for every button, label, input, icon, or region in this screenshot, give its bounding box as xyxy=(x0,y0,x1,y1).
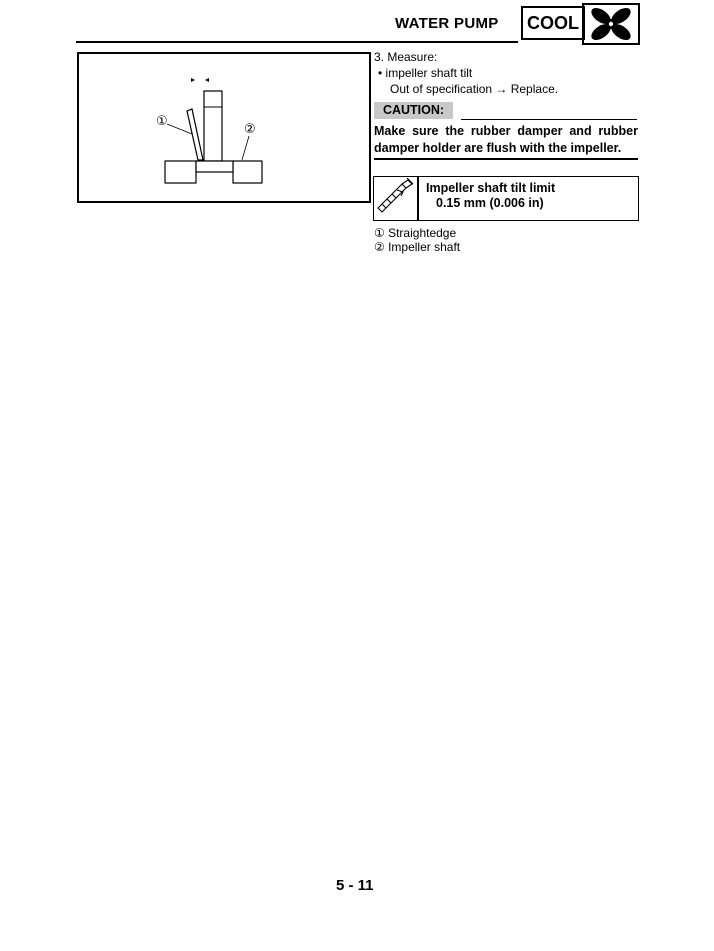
header-rule xyxy=(76,41,518,43)
spec-title: Impeller shaft tilt limit xyxy=(426,181,556,195)
spec-divider xyxy=(417,176,419,220)
caution-rule xyxy=(461,119,637,120)
bullet-item: • impeller shaft tilt xyxy=(378,66,473,80)
bullet-subtext: Out of specification → Replace. xyxy=(390,82,559,96)
legend-item-impeller-shaft: ② Impeller shaft xyxy=(374,240,461,254)
callout-2: ② xyxy=(244,121,256,136)
page-header-title: WATER PUMP xyxy=(395,15,499,32)
caliper-icon xyxy=(373,176,417,221)
fan-icon xyxy=(582,3,640,45)
legend-item-straightedge: ① Straightedge xyxy=(374,226,457,240)
caution-label: CAUTION: xyxy=(374,102,453,119)
callout-1: ① xyxy=(156,113,168,128)
spec-value: 0.15 mm (0.006 in) xyxy=(436,196,544,210)
measurement-figure xyxy=(77,52,371,203)
caution-bottom-rule xyxy=(374,158,638,160)
page-number: 5 - 11 xyxy=(336,877,374,894)
section-tag: COOL xyxy=(521,6,585,40)
step-text: 3. Measure: xyxy=(374,50,438,64)
caution-text: Make sure the rubber damper and rubber damper holder are flush with the impeller. xyxy=(374,124,638,155)
